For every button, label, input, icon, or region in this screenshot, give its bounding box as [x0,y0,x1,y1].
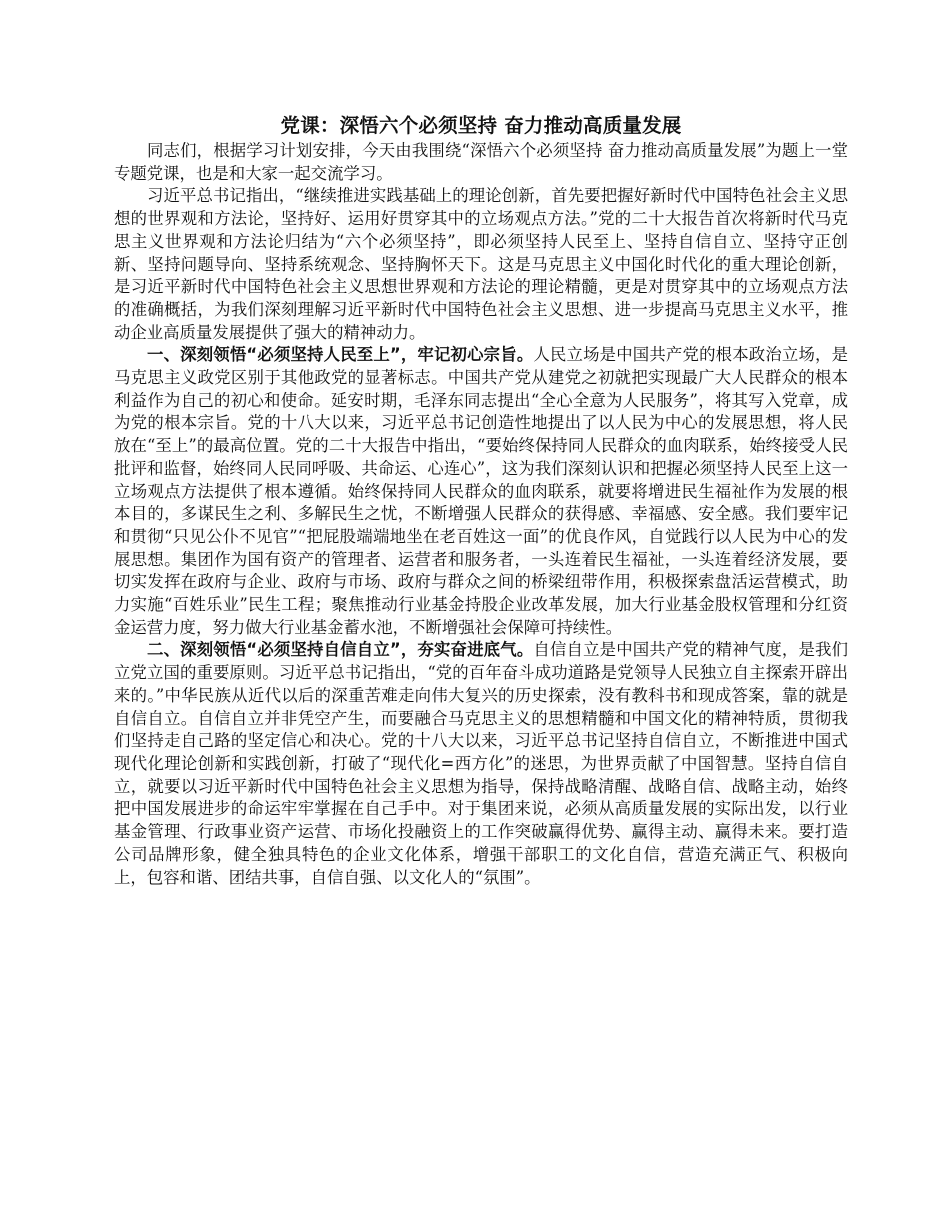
paragraph-intro [114,140,848,185]
paragraph-text: 自信自立是中国共产党的精神气度，是我们立党立国的重要原则。习近平总书记指出，“党的百年奋斗成功道路是党领导人民独立自主探索开辟出来的。”中华民族从近代以后的深重苦难走向伟大复兴的历史探索，没有教科书和现成答案，靠的就是自信自立。自信自立并非凭空产生，而要融合马克思主义的思想精髓和中国文化的精神特质，贯彻我们坚持走自己路的坚定信心和决心。党的十八大以来，习近平总书记坚持自信自立，不断推进中国式现代化理论创新和实践创新，打破了“现代化=西方化”的迷思，为世界贡献了中国智慧。坚持自信自立，就要以习近平新时代中国特色社会主义思想为指导，保持战略清醒、战略自信、战略主动，始终把中国发展进步的命运牢牢掌握在自己手中。对于集团来说，必须从高质量发展的实际出发，以行业基金管理、行政事业资产运营、市场化投融资上的工作突破赢得优势、赢得主动、赢得未来。要打造公司品牌形象，健全独具特色的企业文化体系，增强干部职工的文化自信，营造充满正气、积极向上，包容和谐、团结共事，自信自强、以文化人的“氛围”。 [114,640,848,887]
paragraph-text: 习近平总书记指出，“继续推进实践基础上的理论创新，首先要把握好新时代中国特色社会主义思想的世界观和方法论，坚持好、运用好贯穿其中的立场观点方法。”党的二十大报告首次将新时代马克思主义世界观和方法论归结为“六个必须坚持”，即必须坚持人民至上、坚持自信自立、坚持守正创新、坚持问题导向、坚持系统观念、坚持胸怀天下。这是马克思主义中国化时代化的重大理论创新，是习近平新时代中国特色社会主义思想世界观和方法论的理论精髓，更是对贯穿其中的立场观点方法的准确概括，为我们深刻理解习近平新时代中国特色社会主义思想、进一步提高马克思主义水平，推动企业高质量发展提供了强大的精神动力。 [114,186,848,342]
document-title: 党课：深悟六个必须坚持 奋力推动高质量发展 [280,114,682,137]
paragraph-text: 人民立场是中国共产党的根本政治立场，是马克思主义政党区别于其他政党的显著标志。中国共产党从建党之初就把实现最广大人民群众的根本利益作为自己的初心和使命。延安时期，毛泽东同志提出“全心全意为人民服务”，将其写入党章，成为党的根本宗旨。党的十八大以来，习近平总书记创造性地提出了以人民为中心的发展思想，将人民放在“至上”的最高位置。党的二十大报告中指出，“要始终保持同人民群众的血肉联系，始终接受人民批评和监督，始终同人民同呼吸、共命运、心连心”，这为我们深刻认识和把握必须坚持人民至上这一立场观点方法提供了根本遵循。始终保持同人民群众的血肉联系，就要将增进民生福祉作为发展的根本目的，多谋民生之利、多解民生之忧，不断增强人民群众的获得感、幸福感、安全感。我们要牢记和贯彻“只见公仆不见官”“把屁股端端地坐在老百姓这一面”的优良作风，自觉践行以人民为中心的发展思想。集团作为国有资产的管理者、运营者和服务者，一头连着民生福祉，一头连着经济发展，要切实发挥在政府与企业、政府与市场、政府与群众之间的桥梁纽带作用，积极探索盘活运营模式，助力实施“百姓乐业”民生工程；聚焦推动行业基金持股企业改革发展，加大行业基金股权管理和分红资金运营力度，努力做大行业基金蓄水池，不断增强社会保障可持续性。 [114,345,848,637]
document-page [114,112,848,889]
section-heading: 一、深刻领悟“必须坚持人民至上”，牢记初心宗旨。 [147,345,534,365]
paragraph-background [114,185,848,344]
paragraph-section-one [114,344,848,639]
section-heading: 二、深刻领悟“必须坚持自信自立”，夯实奋进底气。 [147,640,534,660]
paragraph-section-two [114,639,848,889]
paragraph-text: 同志们，根据学习计划安排，今天由我围绕“深悟六个必须坚持 奋力推动高质量发展”为题上一堂专题党课，也是和大家一起交流学习。 [114,141,848,183]
